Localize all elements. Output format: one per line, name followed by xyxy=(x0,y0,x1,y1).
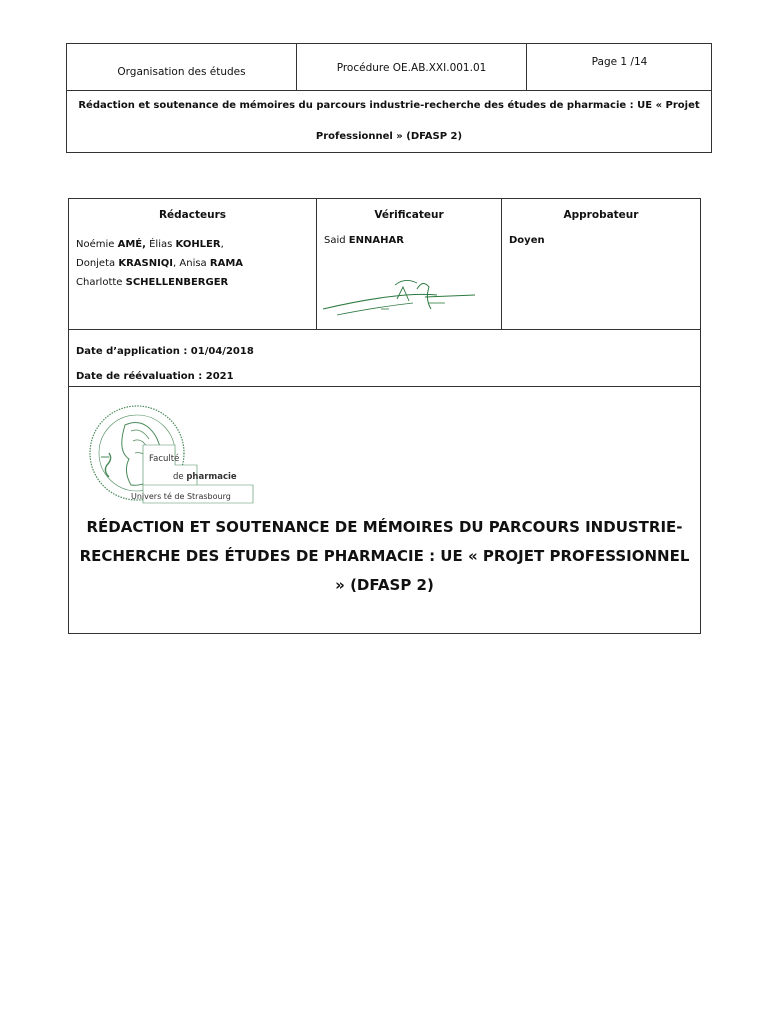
logo-line-2 xyxy=(173,472,237,482)
logo-text: de xyxy=(173,472,187,482)
name-text: Élias xyxy=(145,239,176,250)
name-text: Noémie xyxy=(76,239,118,250)
name-text: Charlotte xyxy=(76,277,126,288)
name-text: KOHLER xyxy=(175,239,221,250)
dates-row xyxy=(69,329,700,387)
header-row xyxy=(67,44,711,91)
header-subtitle: Rédaction et soutenance de mémoires du parcours industrie-recherche des études de pharmacie : UE « Projet Professionnel » (DFASP 2) xyxy=(78,100,700,142)
name-text: RAMA xyxy=(209,258,244,269)
approbateur-cell xyxy=(502,199,700,329)
name-text: , Anisa xyxy=(173,258,210,269)
verificateur-cell xyxy=(317,199,502,329)
document-title: RÉDACTION ET SOUTENANCE DE MÉMOIRES DU PARCOURS INDUSTRIE-RECHERCHE DES ÉTUDES DE PHARMACIE : UE « PROJET PROFESSIONNEL » (DFASP 2) xyxy=(79,518,690,594)
logo-line-1: Faculté xyxy=(149,454,180,464)
redacteurs-line-1 xyxy=(76,235,309,254)
redacteurs-label: Rédacteurs xyxy=(158,209,227,221)
name-text: Donjeta xyxy=(76,258,119,269)
approbateur-name: Doyen xyxy=(509,235,545,246)
approval-table xyxy=(68,198,701,634)
name-text: , xyxy=(220,239,224,250)
verificateur-label: Vérificateur xyxy=(374,209,444,221)
page-number-cell: Page 1 /14 xyxy=(591,56,648,68)
logo-text: pharmacie xyxy=(186,472,237,482)
roles-row xyxy=(69,199,700,330)
date-reevaluation: Date de réévaluation : 2021 xyxy=(76,371,234,382)
redacteurs-cell xyxy=(69,199,317,329)
approbateur-label: Approbateur xyxy=(563,209,639,221)
procedure-cell: Procédure OE.AB.XXI.001.01 xyxy=(297,44,527,90)
name-text: SCHELLENBERGER xyxy=(125,277,229,288)
name-text: AMÉ, xyxy=(117,239,146,250)
logo-line-3: Univers té de Strasbourg xyxy=(131,492,231,501)
title-block xyxy=(69,387,700,633)
redacteurs-line-2 xyxy=(76,254,309,273)
name-text: KRASNIQI xyxy=(118,258,174,269)
document-header xyxy=(66,43,712,153)
redacteurs-names xyxy=(76,235,309,292)
name-text: ENNAHAR xyxy=(348,235,404,246)
faculty-logo xyxy=(87,401,262,507)
organisation-cell: Organisation des études xyxy=(67,44,297,90)
signature-image xyxy=(317,237,502,329)
redacteurs-line-3 xyxy=(76,273,309,292)
name-text: Said xyxy=(324,235,349,246)
date-application: Date d’application : 01/04/2018 xyxy=(76,346,254,357)
